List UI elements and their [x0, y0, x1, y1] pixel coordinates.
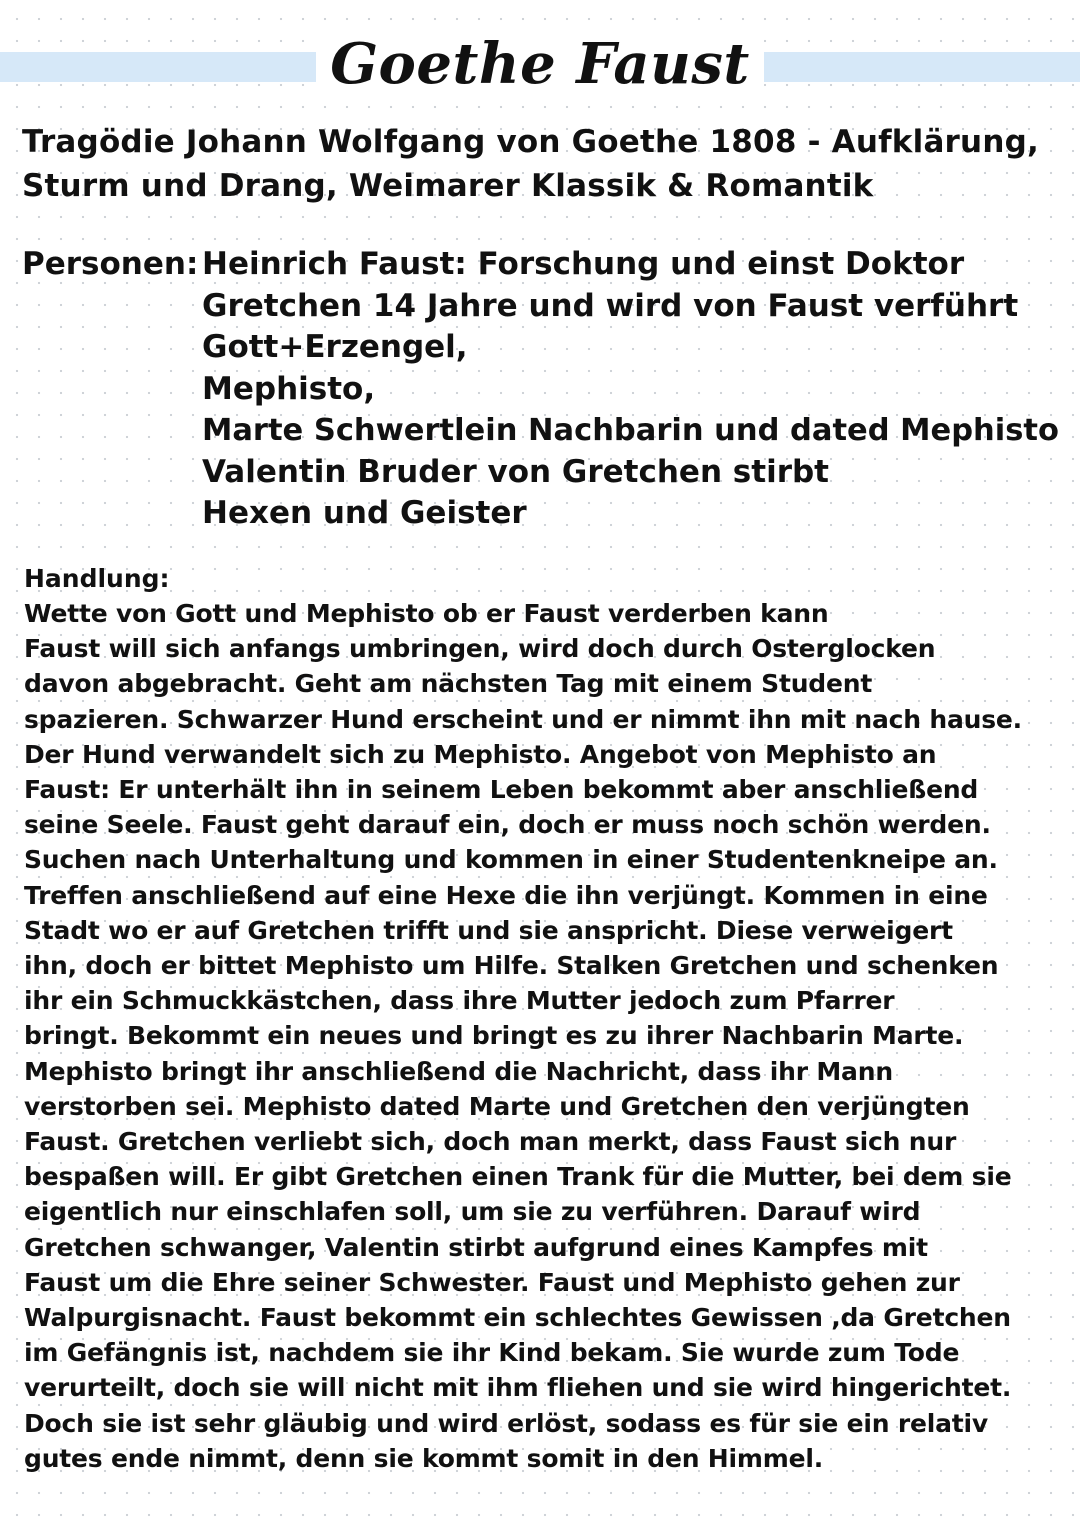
plot-line: davon abgebracht. Geht am nächsten Tag mit einem Student — [24, 669, 873, 699]
plot-line: Wette von Gott und Mephisto ob er Faust verderben kann — [24, 599, 829, 628]
plot-line: Faust um die Ehre seiner Schwester. Faust und Mephisto gehen zur — [24, 1267, 960, 1297]
plot-line: seine Seele. Faust geht darauf ein, doch er muss noch schön werden. — [24, 810, 991, 840]
plot-line: Mephisto bringt ihr anschließend die Nachricht, dass ihr Mann — [24, 1056, 893, 1086]
plot-line: Walpurgisnacht. Faust bekommt ein schlechtes Gewissen ,da Gretchen — [24, 1303, 1011, 1333]
person-item: Mephisto, — [202, 370, 376, 407]
persons-list — [202, 244, 1062, 535]
plot-line: verstorben sei. Mephisto dated Marte und Gretchen den verjüngten — [24, 1091, 970, 1121]
plot-line: Doch sie ist sehr gläubig und wird erlöst, sodass es für sie ein relativ — [24, 1408, 988, 1438]
plot-line: Suchen nach Unterhaltung und kommen in einer Studentenkneipe an. — [24, 845, 998, 875]
person-item: Gott+Erzengel, — [202, 329, 468, 365]
person-item: Gretchen 14 Jahre und wird von Faust verführt — [202, 287, 1019, 324]
plot-line: Faust will sich anfangs umbringen, wird doch durch Osterglocken — [24, 634, 936, 664]
intro-line: Tragödie Johann Wolfgang von Goethe 1808 - Aufklärung, — [22, 124, 1039, 160]
plot-line: verurteilt, doch sie will nicht mit ihm fliehen und sie wird hingerichtet. — [24, 1373, 1012, 1403]
plot-line: Gretchen schwanger, Valentin stirbt aufgrund eines Kampfes mit — [24, 1232, 928, 1262]
plot-line: Faust. Gretchen verliebt sich, doch man merkt, dass Faust sich nur — [24, 1127, 957, 1157]
plot-heading: Handlung: — [24, 564, 170, 593]
person-item: Hexen und Geister — [202, 495, 527, 531]
plot-line: Stadt wo er auf Gretchen trifft und sie anspricht. Diese verweigert — [24, 915, 953, 945]
plot-section — [24, 562, 1064, 1476]
plot-line: im Gefängnis ist, nachdem sie ihr Kind bekam. Sie wurde zum Tode — [24, 1338, 960, 1368]
plot-line: ihr ein Schmuckkästchen, dass ihre Mutter jedoch zum Pfarrer — [24, 986, 895, 1016]
plot-line: spazieren. Schwarzer Hund erscheint und er nimmt ihn mit nach hause. — [24, 704, 1022, 734]
person-item: Heinrich Faust: Forschung und einst Doktor — [202, 246, 965, 282]
plot-line: Faust: Er unterhält ihn in seinem Leben bekommt aber anschließend — [24, 775, 979, 805]
persons-label: Personen: — [22, 246, 199, 282]
plot-line: Der Hund verwandelt sich zu Mephisto. Angebot von Mephisto an — [24, 739, 937, 769]
person-item: Valentin Bruder von Gretchen stirbt — [202, 453, 829, 490]
plot-line: gutes ende nimmt, denn sie kommt somit in den Himmel. — [24, 1443, 824, 1473]
intro-section — [22, 120, 1062, 208]
plot-line: eigentlich nur einschlafen soll, um sie zu verführen. Darauf wird — [24, 1197, 921, 1227]
plot-line: Treffen anschließend auf eine Hexe die ihn verjüngt. Kommen in eine — [24, 880, 988, 910]
page-title — [0, 26, 1080, 102]
page-title-text: Goethe Faust — [316, 31, 764, 97]
intro-line: Sturm und Drang, Weimarer Klassik & Romantik — [22, 168, 874, 204]
plot-line: bespaßen will. Er gibt Gretchen einen Trank für die Mutter, bei dem sie — [24, 1162, 1012, 1192]
person-item: Marte Schwertlein Nachbarin und dated Mephisto — [202, 413, 1059, 448]
plot-line: ihn, doch er bittet Mephisto um Hilfe. Stalken Gretchen und schenken — [24, 951, 999, 981]
plot-line: bringt. Bekommt ein neues und bringt es zu ihrer Nachbarin Marte. — [24, 1021, 964, 1051]
